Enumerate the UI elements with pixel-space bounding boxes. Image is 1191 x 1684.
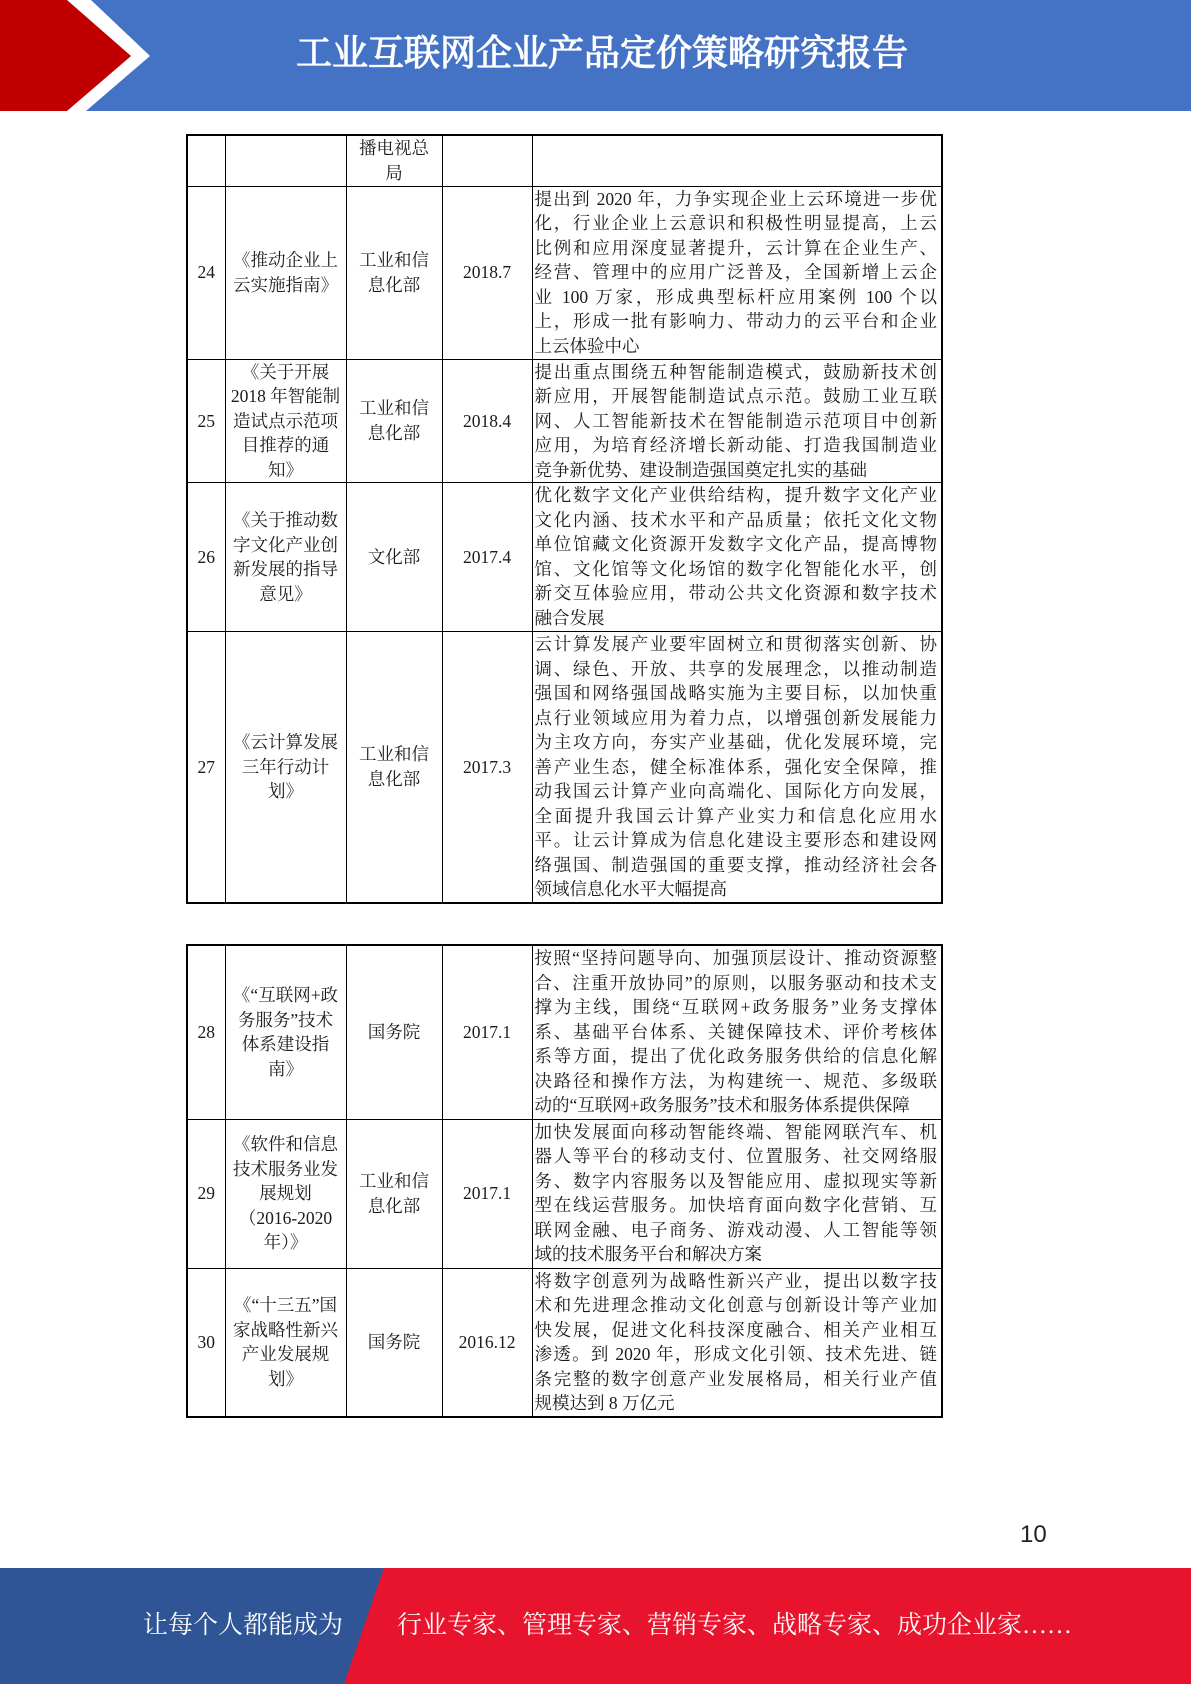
- text-line: 决路径和操作方法，为构建统一、规范、多级联: [534, 1070, 937, 1091]
- text-line: 体系建设指: [241, 1034, 330, 1055]
- policy-table: [186, 134, 943, 904]
- policy-name-cell: [225, 632, 346, 903]
- text-line: 家战略性新兴: [233, 1319, 338, 1340]
- page-footer: [0, 1568, 1191, 1684]
- text-line: 动的“互联网+政务服务”技术和服务体系提供保障: [534, 1095, 910, 1115]
- policy-name-cell: [225, 1268, 346, 1417]
- text-line: 局: [385, 162, 403, 183]
- department-cell: [346, 632, 442, 903]
- text-line: 规模达到 8 万亿元: [534, 1393, 675, 1413]
- text-line: 加快发展面向移动智能终端、智能网联汽车、机: [534, 1121, 937, 1142]
- text-line: 息化部: [367, 768, 421, 789]
- text-line: 技术服务业发: [233, 1158, 338, 1179]
- department-cell: [346, 945, 442, 1119]
- text-line: 竞争新优势、建设制造强国奠定扎实的基础: [534, 459, 867, 480]
- table-row: [187, 186, 942, 359]
- description-cell: [532, 483, 942, 632]
- text-line: 字文化产业创: [233, 534, 338, 555]
- department-cell: [346, 1119, 442, 1268]
- date-cell: [442, 135, 532, 186]
- text-line: 调、绿色、开放、共享的发展理念，以推动制造: [534, 658, 937, 679]
- text-line: 国务院: [367, 1332, 421, 1352]
- text-line: 云实施指南》: [233, 274, 338, 295]
- text-line: 撑为主线，围绕“互联网+政务服务”业务支撑体: [534, 997, 937, 1017]
- text-line: 馆、文化馆等文化场馆的数字化智能化水平，创: [534, 558, 937, 579]
- policy-name-cell: [225, 945, 346, 1119]
- text-line: 文化内涵、技术水平和产品质量；依托文化文物: [534, 509, 937, 530]
- text-line: 上云体验中心: [534, 335, 640, 356]
- text-line: 比例和应用深度显著提升，云计算在企业生产、: [534, 237, 937, 258]
- text-line: 《推动企业上: [233, 250, 338, 270]
- text-line: 强国和网络强国战略实施为主要目标，以加快重: [534, 683, 937, 703]
- description-cell: [532, 186, 942, 359]
- text-line: 南》: [268, 1058, 303, 1079]
- table-row: [187, 135, 942, 186]
- text-line: 渗透。到 2020 年，形成文化引领、技术先进、链: [534, 1344, 937, 1364]
- row-number-cell: 24: [187, 186, 225, 359]
- department-cell: [346, 359, 442, 483]
- text-line: 按照“坚持问题导向、加强顶层设计、推动资源整: [534, 948, 937, 968]
- text-line: 云计算发展产业要牢固树立和贯彻落实创新、协: [534, 634, 937, 654]
- row-number-cell: 28: [187, 945, 225, 1119]
- date-cell: 2017.1: [442, 945, 532, 1119]
- description-cell: [532, 1268, 942, 1417]
- text-line: （2016-2020: [238, 1207, 333, 1228]
- footer-slogan-left: 让每个人都能成为: [143, 1612, 344, 1639]
- policy-name-cell: [225, 135, 346, 186]
- text-line: 《关于开展: [241, 361, 330, 382]
- text-line: 工业和信: [359, 1171, 429, 1191]
- description-cell: [532, 135, 942, 186]
- policy-table: [186, 944, 943, 1418]
- text-line: 域的技术服务平台和解决方案: [534, 1244, 762, 1264]
- text-line: 单位馆藏文化资源开发数字文化产品，提高博物: [534, 534, 937, 554]
- text-line: 划》: [268, 781, 303, 801]
- row-number-cell: [187, 135, 225, 186]
- text-line: 将数字创意列为战略性新兴产业，提出以数字技: [534, 1270, 937, 1291]
- text-line: 《云计算发展: [233, 732, 338, 752]
- text-line: 动我国云计算产业向高端化、国际化方向发展，: [534, 781, 937, 801]
- text-line: 经营、管理中的应用广泛普及，全国新增上云企: [534, 262, 937, 282]
- table-row: [187, 945, 942, 1119]
- text-line: 播电视总: [359, 138, 429, 159]
- text-line: 络强国、制造强国的重要支撑，推动经济社会各: [534, 854, 937, 875]
- text-line: 务、数字内容服务以及智能应用、虚拟现实等新: [534, 1170, 937, 1191]
- text-line: 新发展的指导: [233, 559, 338, 579]
- description-cell: [532, 945, 942, 1119]
- text-line: 化，行业企业上云意识和积极性明显提高，上云: [534, 213, 937, 233]
- text-line: 工业和信: [359, 398, 429, 419]
- text-line: 务服务”技术: [237, 1009, 334, 1030]
- text-line: 新应用，开展智能制造试点示范。鼓励工业互联: [534, 386, 937, 406]
- date-cell: 2016.12: [442, 1268, 532, 1417]
- text-line: 系等方面，提出了优化政务服务供给的信息化解: [534, 1046, 937, 1066]
- row-number-cell: 30: [187, 1268, 225, 1417]
- department-cell: [346, 186, 442, 359]
- text-line: 国务院: [367, 1022, 421, 1042]
- description-cell: [532, 1119, 942, 1268]
- date-cell: 2018.7: [442, 186, 532, 359]
- page-header: [0, 0, 1191, 111]
- text-line: 工业和信: [359, 744, 429, 765]
- text-line: 快发展，促进文化科技深度融合、相关产业相互: [534, 1319, 937, 1340]
- text-line: 文化部: [367, 546, 421, 567]
- text-line: 产业发展规: [241, 1344, 330, 1365]
- text-line: 2018 年智能制: [230, 386, 341, 406]
- policy-name-cell: [225, 359, 346, 483]
- text-line: 新交互体验应用，带动公共文化资源和数字技术: [534, 583, 937, 603]
- report-title: 工业互联网企业产品定价策略研究报告: [295, 33, 908, 74]
- text-line: 条完整的数字创意产业发展格局，相关行业产值: [534, 1368, 937, 1389]
- text-line: 器人等平台的移动支付、位置服务、社交网络服: [534, 1146, 937, 1166]
- date-cell: 2018.4: [442, 359, 532, 483]
- date-cell: 2017.1: [442, 1119, 532, 1268]
- text-line: 造试点示范项: [233, 410, 338, 431]
- text-line: 术和先进理念推动文化创意与创新设计等产业加: [534, 1295, 937, 1315]
- text-line: 网、人工智能新技术在智能制造示范项目中创新: [534, 410, 937, 431]
- row-number-cell: 26: [187, 483, 225, 632]
- text-line: 融合发展: [534, 607, 605, 628]
- text-line: 为主攻方向，夯实产业基础，优化发展环境，完: [534, 732, 937, 752]
- text-line: 《“互联网+政: [232, 985, 339, 1006]
- footer-slogan-right: 行业专家、管理专家、营销专家、战略专家、成功企业家……: [397, 1612, 1073, 1639]
- text-line: 工业和信: [359, 250, 429, 270]
- text-line: 上，形成一批有影响力、带动力的云平台和企业: [534, 311, 937, 331]
- text-line: 年）》: [263, 1232, 308, 1253]
- text-line: 联网金融、电子商务、游戏动漫、人工智能等领: [534, 1219, 937, 1240]
- date-cell: 2017.3: [442, 632, 532, 903]
- policy-name-cell: [225, 483, 346, 632]
- department-cell: [346, 483, 442, 632]
- text-line: 划》: [268, 1368, 303, 1389]
- page-number: 10: [1020, 1521, 1047, 1548]
- text-line: 系、基础平台体系、关键保障技术、评价考核体: [534, 1021, 937, 1042]
- text-line: 意见》: [259, 583, 312, 604]
- description-cell: [532, 632, 942, 903]
- policy-name-cell: [225, 186, 346, 359]
- text-line: 《软件和信息: [233, 1134, 338, 1155]
- description-cell: [532, 359, 942, 483]
- text-line: 《关于推动数: [233, 510, 338, 530]
- text-line: 提出到 2020 年，力争实现企业上云环境进一步优: [534, 188, 937, 209]
- date-cell: 2017.4: [442, 483, 532, 632]
- text-line: 点行业领域应用为着力点，以增强创新发展能力: [534, 707, 937, 728]
- row-number-cell: 25: [187, 359, 225, 483]
- row-number-cell: 27: [187, 632, 225, 903]
- table-row: [187, 1119, 942, 1268]
- text-line: 《“十三五”国: [233, 1295, 338, 1316]
- text-line: 目推荐的通: [241, 435, 330, 455]
- table-row: [187, 483, 942, 632]
- text-line: 知》: [268, 459, 303, 480]
- text-line: 合、注重开放协同”的原则，以服务驱动和技术支: [534, 972, 937, 993]
- text-line: 优化数字文化产业供给结构，提升数字文化产业: [534, 485, 937, 505]
- text-line: 息化部: [367, 274, 421, 295]
- text-line: 善产业生态，健全标准体系，强化安全保障，推: [534, 756, 937, 777]
- table-row: [187, 359, 942, 483]
- department-cell: [346, 1268, 442, 1417]
- text-line: 全面提升我国云计算产业实力和信息化应用水: [534, 805, 937, 826]
- text-line: 领域信息化水平大幅提高: [534, 879, 727, 899]
- text-line: 业 100 万家，形成典型标杆应用案例 100 个以: [534, 286, 937, 307]
- text-line: 型在线运营服务。加快培育面向数字化营销、互: [534, 1195, 937, 1215]
- text-line: 息化部: [367, 422, 421, 443]
- row-number-cell: 29: [187, 1119, 225, 1268]
- text-line: 平。让云计算成为信息化建设主要形态和建设网: [534, 830, 937, 850]
- table-row: [187, 1268, 942, 1417]
- text-line: 息化部: [367, 1195, 421, 1216]
- department-cell: [346, 135, 442, 186]
- policy-name-cell: [225, 1119, 346, 1268]
- text-line: 提出重点围绕五种智能制造模式，鼓励新技术创: [534, 361, 937, 382]
- table-row: [187, 632, 942, 903]
- text-line: 应用，为培育经济增长新动能、打造我国制造业: [534, 435, 937, 455]
- text-line: 展规划: [259, 1183, 312, 1204]
- text-line: 三年行动计: [241, 756, 330, 777]
